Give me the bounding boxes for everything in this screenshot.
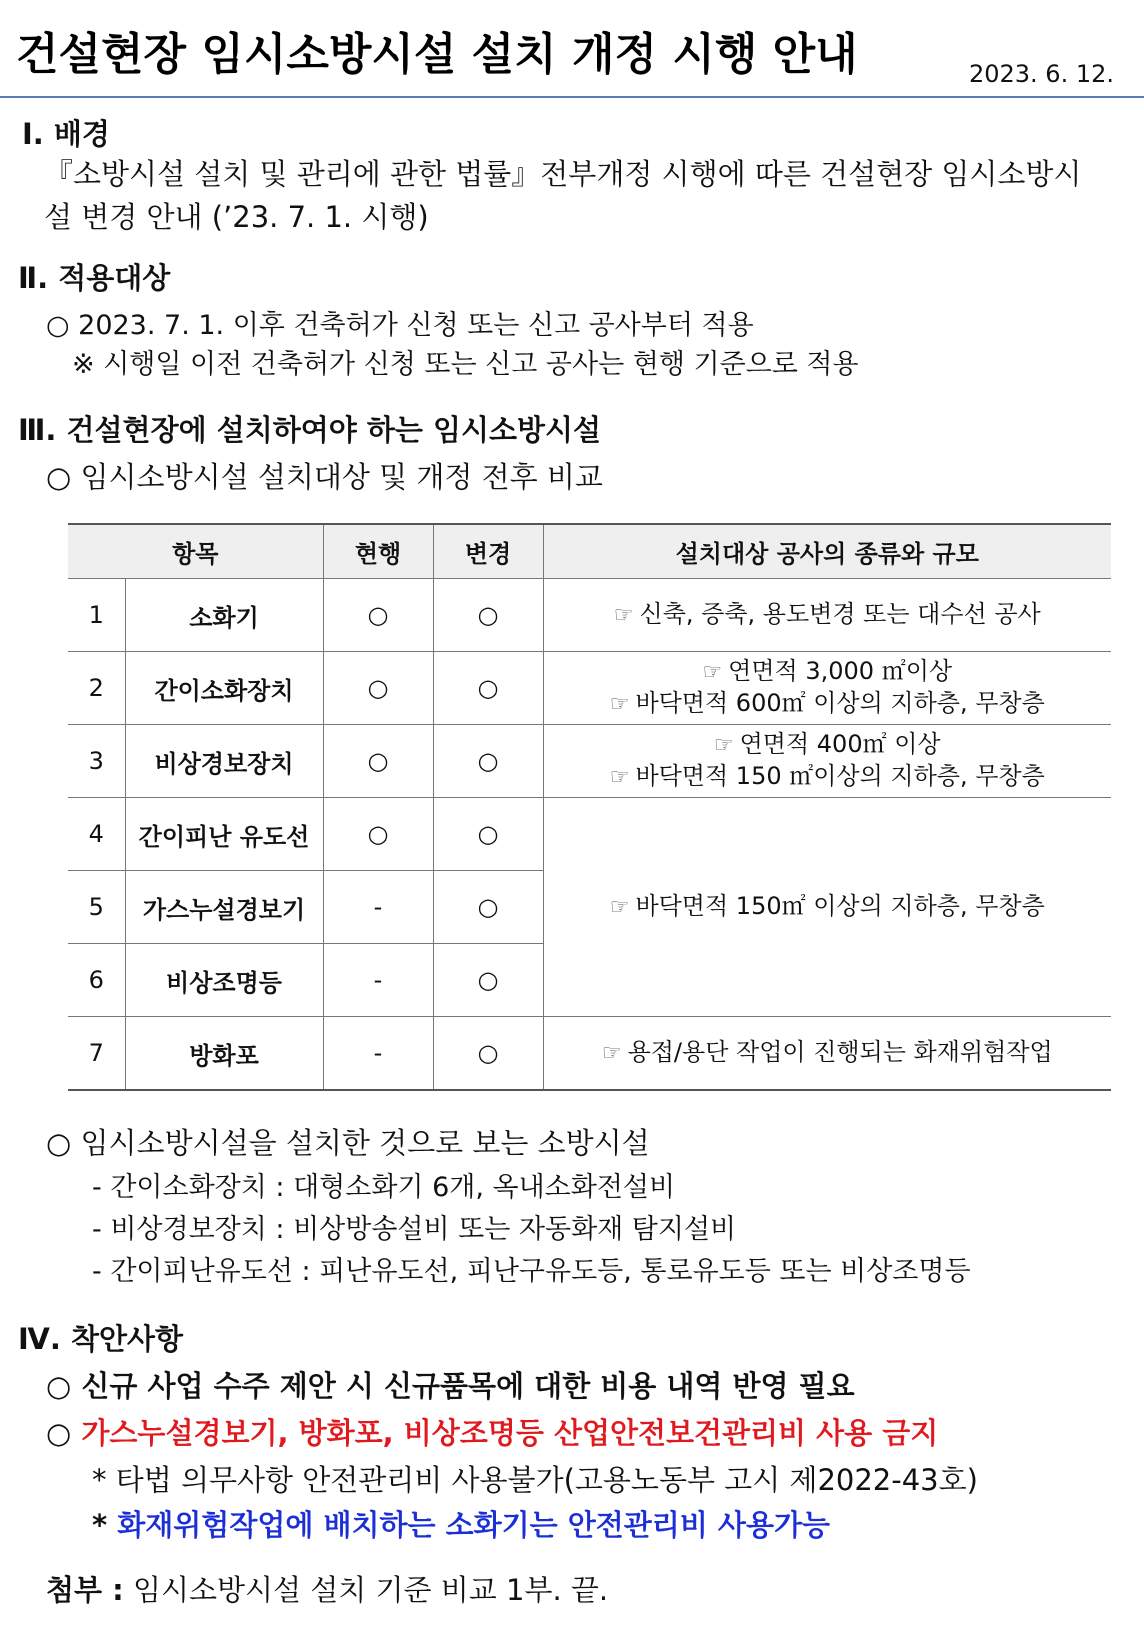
pointing-hand-icon: ☞ bbox=[702, 660, 723, 685]
scope-text: 용접/용단 작업이 진행되는 화재위험작업 bbox=[627, 1038, 1053, 1066]
table-row bbox=[68, 652, 1111, 725]
scope-text: 바닥면적 150㎡ 이상의 지하층, 무창층 bbox=[635, 892, 1045, 920]
pointing-hand-icon: ☞ bbox=[609, 692, 630, 717]
table-row bbox=[68, 798, 1111, 871]
row-scope-merged bbox=[543, 798, 1111, 1017]
row-item-name: 가스누설경보기 bbox=[125, 871, 323, 944]
section3-bullet2: ○ 임시소방시설을 설치한 것으로 보는 소방시설 bbox=[46, 1126, 650, 1160]
row-scope bbox=[543, 579, 1111, 652]
row-number: 4 bbox=[68, 798, 125, 871]
section3-bullet: ○ 임시소방시설 설치대상 및 개정 전후 비교 bbox=[46, 460, 603, 494]
pointing-hand-icon: ☞ bbox=[609, 765, 630, 790]
row-number: 2 bbox=[68, 652, 125, 725]
page-title: 건설현장 임시소방시설 설치 개정 시행 안내 bbox=[16, 29, 858, 80]
row-current-mark: ○ bbox=[323, 652, 433, 725]
row-changed-mark: ○ bbox=[433, 1017, 543, 1091]
row-item-name: 비상조명등 bbox=[125, 944, 323, 1017]
section3-dash1: - 간이소화장치 : 대형소화기 6개, 옥내소화전설비 bbox=[92, 1172, 676, 1203]
row-current-mark: ○ bbox=[323, 579, 433, 652]
row-changed-mark: ○ bbox=[433, 725, 543, 798]
row-item-name: 방화포 bbox=[125, 1017, 323, 1091]
row-current-mark: - bbox=[323, 871, 433, 944]
row-number: 5 bbox=[68, 871, 125, 944]
header-current: 현행 bbox=[323, 524, 433, 579]
row-number: 1 bbox=[68, 579, 125, 652]
attachment-line bbox=[46, 1568, 608, 1609]
row-changed-mark: ○ bbox=[433, 652, 543, 725]
header-changed: 변경 bbox=[433, 524, 543, 579]
row-current-mark: - bbox=[323, 1017, 433, 1091]
attachment-label: 첨부 : bbox=[46, 1573, 124, 1607]
row-item-name: 소화기 bbox=[125, 579, 323, 652]
scope-text: 신축, 증축, 용도변경 또는 대수선 공사 bbox=[639, 600, 1041, 628]
attachment-text: 임시소방시설 설치 기준 비교 1부. 끝. bbox=[132, 1573, 609, 1607]
section4-note2 bbox=[92, 1503, 830, 1544]
row-item-name: 간이소화장치 bbox=[125, 652, 323, 725]
section3-dash2: - 비상경보장치 : 비상방송설비 또는 자동화재 탐지설비 bbox=[92, 1214, 737, 1245]
section2-heading: Ⅱ. 적용대상 bbox=[18, 261, 171, 295]
header-item: 항목 bbox=[68, 524, 323, 579]
table-header-row bbox=[68, 524, 1111, 579]
section1-line2: 설 변경 안내 (’23. 7. 1. 시행) bbox=[44, 200, 429, 234]
section4-bullet2 bbox=[46, 1411, 938, 1452]
section4-bullet1: ○ 신규 사업 수주 제안 시 신규품목에 대한 비용 내역 반영 필요 bbox=[46, 1369, 855, 1403]
document-date: 2023. 6. 12. bbox=[968, 60, 1114, 88]
scope-text: 바닥면적 600㎡ 이상의 지하층, 무창층 bbox=[635, 689, 1045, 717]
row-current-mark: ○ bbox=[323, 725, 433, 798]
section4-note1: * 타법 의무사항 안전관리비 사용불가(고용노동부 고시 제2022-43호) bbox=[92, 1463, 978, 1497]
scope-text: 연면적 3,000 ㎡이상 bbox=[728, 657, 953, 685]
red-warning-text: 가스누설경보기, 방화포, 비상조명등 산업안전보건관리비 사용 금지 bbox=[81, 1416, 939, 1450]
row-item-name: 간이피난 유도선 bbox=[125, 798, 323, 871]
table-row bbox=[68, 579, 1111, 652]
scope-text: 바닥면적 150 ㎡이상의 지하층, 무창층 bbox=[635, 762, 1045, 790]
pointing-hand-icon: ☞ bbox=[613, 603, 634, 628]
pointing-hand-icon: ☞ bbox=[713, 733, 734, 758]
row-current-mark: ○ bbox=[323, 798, 433, 871]
row-scope bbox=[543, 725, 1111, 798]
pointing-hand-icon: ☞ bbox=[609, 895, 630, 920]
title-divider bbox=[0, 96, 1144, 98]
header-scope: 설치대상 공사의 종류와 규모 bbox=[543, 524, 1111, 579]
scope-text: 연면적 400㎡ 이상 bbox=[739, 730, 941, 758]
section1-line1: 『소방시설 설치 및 관리에 관한 법률』전부개정 시행에 따른 건설현장 임시소방시 bbox=[44, 157, 1082, 191]
section3-heading: Ⅲ. 건설현장에 설치하여야 하는 임시소방시설 bbox=[18, 413, 602, 447]
row-changed-mark: ○ bbox=[433, 944, 543, 1017]
section1-heading: Ⅰ. 배경 bbox=[22, 117, 110, 151]
pointing-hand-icon: ☞ bbox=[601, 1041, 622, 1066]
row-item-name: 비상경보장치 bbox=[125, 725, 323, 798]
section2-bullet: ○ 2023. 7. 1. 이후 건축허가 신청 또는 신고 공사부터 적용 bbox=[46, 310, 754, 341]
note-star: * bbox=[92, 1508, 118, 1542]
section3-dash3: - 간이피난유도선 : 피난유도선, 피난구유도등, 통로유도등 또는 비상조명등 bbox=[92, 1256, 971, 1287]
bullet-circle: ○ bbox=[46, 1416, 82, 1450]
blue-note-text: 화재위험작업에 배치하는 소화기는 안전관리비 사용가능 bbox=[117, 1508, 830, 1542]
section2-note: ※ 시행일 이전 건축허가 신청 또는 신고 공사는 현행 기준으로 적용 bbox=[72, 349, 859, 380]
row-number: 7 bbox=[68, 1017, 125, 1091]
row-scope bbox=[543, 1017, 1111, 1091]
table-row bbox=[68, 725, 1111, 798]
row-number: 6 bbox=[68, 944, 125, 1017]
row-changed-mark: ○ bbox=[433, 579, 543, 652]
row-scope bbox=[543, 652, 1111, 725]
row-number: 3 bbox=[68, 725, 125, 798]
row-changed-mark: ○ bbox=[433, 798, 543, 871]
table-row bbox=[68, 1017, 1111, 1091]
row-current-mark: - bbox=[323, 944, 433, 1017]
row-changed-mark: ○ bbox=[433, 871, 543, 944]
facility-comparison-table bbox=[68, 523, 1111, 1091]
section4-heading: Ⅳ. 착안사항 bbox=[18, 1322, 184, 1356]
